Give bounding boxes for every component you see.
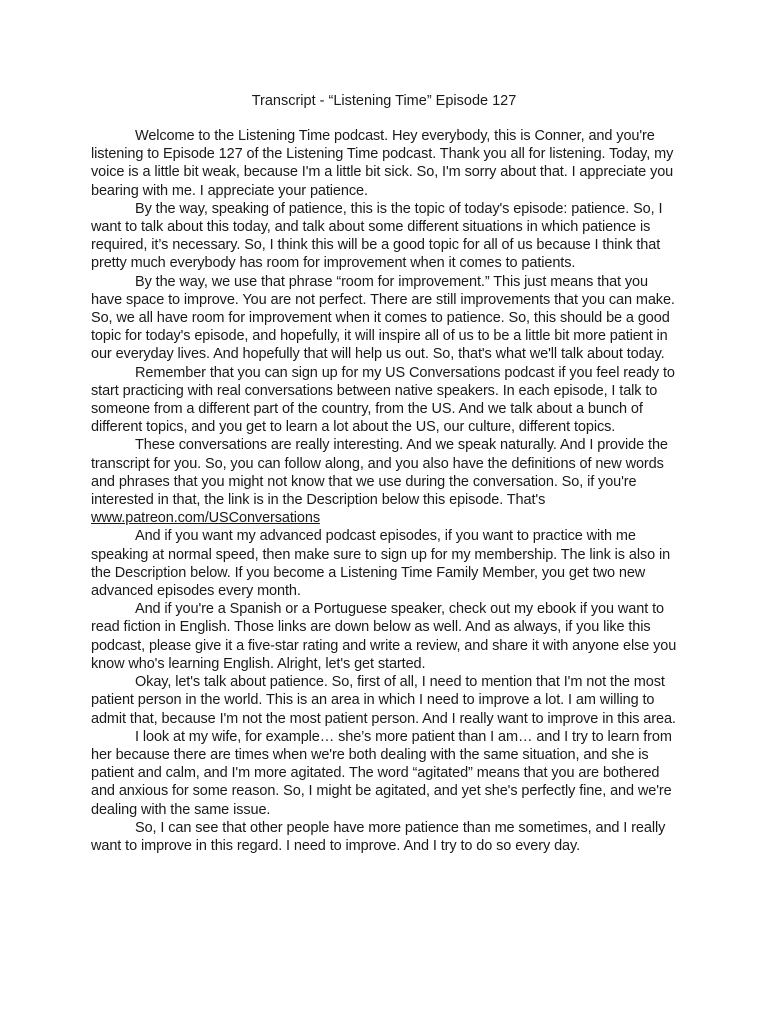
paragraph-ebook: And if you're a Spanish or a Portuguese speaker, check out my ebook if you want to read fiction in English. Those links are down below as well. And as always, if you like this podcast, please give it a five-star rating and write a review, and share it with anyone else you know who's learning English. Alright, let's get started. <box>91 601 677 672</box>
paragraph-us-conversations: Remember that you can sign up for my US Conversations podcast if you feel ready to start practicing with real conversations between native speakers. In each episode, I talk to someone from a different part of the country, from the US. And we talk about a bunch of different topics, and you get to learn a lot about the US, our culture, different topics. <box>91 364 675 436</box>
paragraph-not-patient: Okay, let's talk about patience. So, first of all, I need to mention that I'm not the most patient person in the world. This is an area in which I need to improve a lot. I am willing to admit that, because I'm not the most patient person. And I really want to improve in this area. <box>91 674 676 727</box>
transcript-body <box>91 127 680 855</box>
patreon-link[interactable]: www.patreon.com/USConversations <box>91 510 320 527</box>
paragraph-welcome: Welcome to the Listening Time podcast. Hey everybody, this is Conner, and you're listening to Episode 127 of the Listening Time podcast. Thank you all for listening. Today, my voice is a little bit weak, because I'm a little bit sick. So, I'm sorry about that. I appreciate you bearing with me. I appreciate your patience. <box>91 128 674 199</box>
paragraph-advanced-episodes: And if you want my advanced podcast episodes, if you want to practice with me speaking at normal speed, then make sure to sign up for my membership. The link is also in the Description below. If you become a Listening Time Family Member, you get two new advanced episodes every month. <box>91 528 671 600</box>
document-title: Transcript - “Listening Time” Episode 127 <box>251 93 517 109</box>
paragraph-conversations-transcript: These conversations are really interesting. And we speak naturally. And I provide the transcript for you. So, you can follow along, and you also have the definitions of new words and phrases that you might not know that we use during the conversation. So, if you're interested in that, the link is in the Description below this episode. That's <box>91 437 668 509</box>
paragraph-improve: So, I can see that other people have more patience than me sometimes, and I really want to improve in this regard. I need to improve. And I try to do so every day. <box>91 819 666 854</box>
paragraph-room-for-improvement: By the way, we use that phrase “room for improvement.” This just means that you have space to improve. You are not perfect. There are still improvements that you can make. So, we all have room for improvement when it comes to patience. So, this should be a good topic for today's episode, and hopefully, it will inspire all of us to be a little bit more patient in our everyday lives. And hopefully that will help us out. So, that's what we'll talk about today. <box>91 273 675 363</box>
paragraph-patience-topic: By the way, speaking of patience, this is the topic of today's episode: patience. So, I want to talk about this today, and talk about some different situations in which patience is required, it’s necessary. So, I think this will be a good topic for all of us because I think that pretty much everybody has room for improvement when it comes to patients. <box>91 200 663 272</box>
paragraph-wife-example: I look at my wife, for example… she’s more patient than I am… and I try to learn from her because there are times when we're both dealing with the same situation, and she is patient and calm, and I'm more agitated. The word “agitated” means that you are bothered and anxious for some reason. So, I might be agitated, and yet she's perfectly fine, and we're dealing with the same issue. <box>91 728 672 818</box>
